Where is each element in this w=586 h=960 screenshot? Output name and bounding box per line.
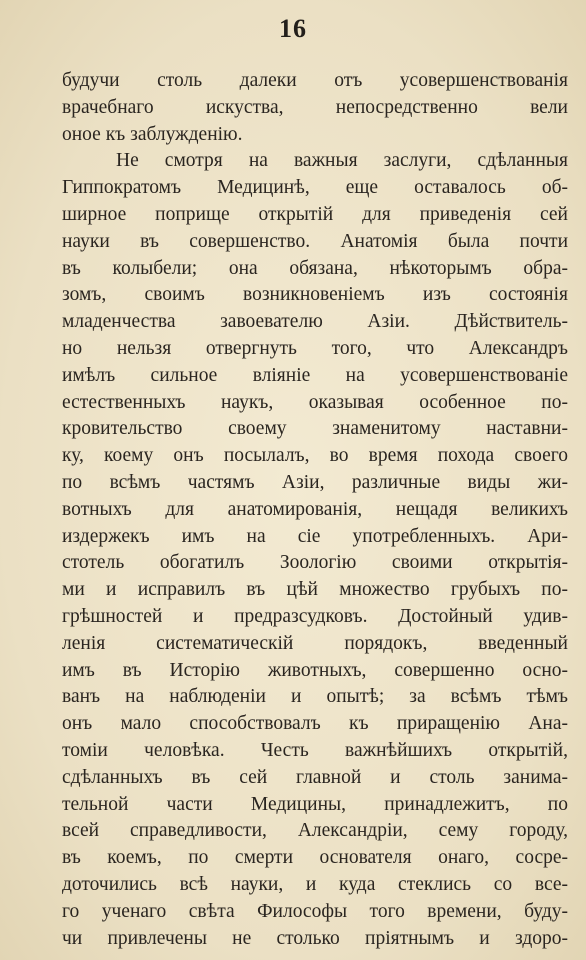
- text-line: Гиппократомъ Медицинѣ, еще оставалось об-: [62, 177, 568, 199]
- text-line: онъ мало способствовалъ къ приращенію Ана-: [62, 713, 568, 735]
- text-line: всей справедливости, Александріи, сему городу,: [62, 820, 568, 842]
- page-number: 16: [279, 14, 307, 43]
- text-line: ширное поприще открытій для приведенія сей: [62, 203, 568, 225]
- text-line: науки въ совершенство. Анатомія была почти: [62, 230, 568, 252]
- text-line: го ученаго свѣта Философы того времени, буду-: [62, 900, 568, 922]
- text-line: тельной части Медицины, принадлежитъ, по: [62, 793, 568, 815]
- text-line: ку, коему онъ посылалъ, во время похода своего: [62, 445, 568, 467]
- text-line: томіи человѣка. Честь важнѣйшихъ открытій,: [62, 739, 568, 761]
- text-line: будучи столь далеки отъ усовершенствованія: [62, 70, 568, 91]
- text-line: въ колыбели; она обязана, нѣкоторымъ обра-: [62, 257, 568, 279]
- text-line: доточились всѣ науки, и куда стеклись со все-: [62, 873, 568, 895]
- text-line: младенчества завоевателю Азіи. Дѣйствитель-: [62, 311, 568, 333]
- text-line: ми и исправилъ въ цѣй множество грубыхъ по-: [62, 579, 568, 601]
- text-line: естественныхъ наукъ, оказывая особенное по-: [62, 391, 568, 413]
- text-line: врачебнаго искуства, непосредственно вели: [62, 96, 568, 118]
- text-line: зомъ, своимъ возникновеніемъ изъ состоянія: [62, 284, 568, 306]
- text-line: имъ въ Исторію животныхъ, совершенно осно-: [62, 659, 568, 681]
- text-line: кровительство своему знаменитому наставни-: [62, 418, 568, 440]
- text-line: въ коемъ, по смерти основателя онаго, сосре-: [62, 847, 568, 869]
- text-line: грѣшностей и предразсудковъ. Достойный удив-: [62, 605, 568, 627]
- text-line: издержекъ имъ на сіе употребленныхъ. Ари-: [62, 525, 568, 547]
- text-line: стотель обогатилъ Зоологію своими открытія-: [62, 552, 568, 574]
- text-line: имѣлъ сильное вліяніе на усовершенствованіе: [62, 364, 568, 386]
- text-line: чи привлечены не столько пріятнымъ и здоро-: [62, 927, 568, 949]
- text-line: сдѣланныхъ въ сей главной и столь занима-: [62, 766, 568, 788]
- text-line: ванъ на наблюденіи и опытѣ; за всѣмъ тѣмъ: [62, 686, 568, 708]
- text-line: Не смотря на важныя заслуги, сдѣланныя: [116, 150, 568, 172]
- text-line: ленія систематическій порядокъ, введенный: [62, 632, 568, 654]
- text-line: но нельзя отвергнуть того, что Александръ: [62, 337, 568, 359]
- text-line: вотныхъ для анатомированія, нещадя великихъ: [62, 498, 568, 520]
- text-line: оное къ заблужденію.: [62, 123, 243, 145]
- body-text: [62, 68, 568, 952]
- text-line: по всѣмъ частямъ Азіи, различные виды жи-: [62, 471, 568, 493]
